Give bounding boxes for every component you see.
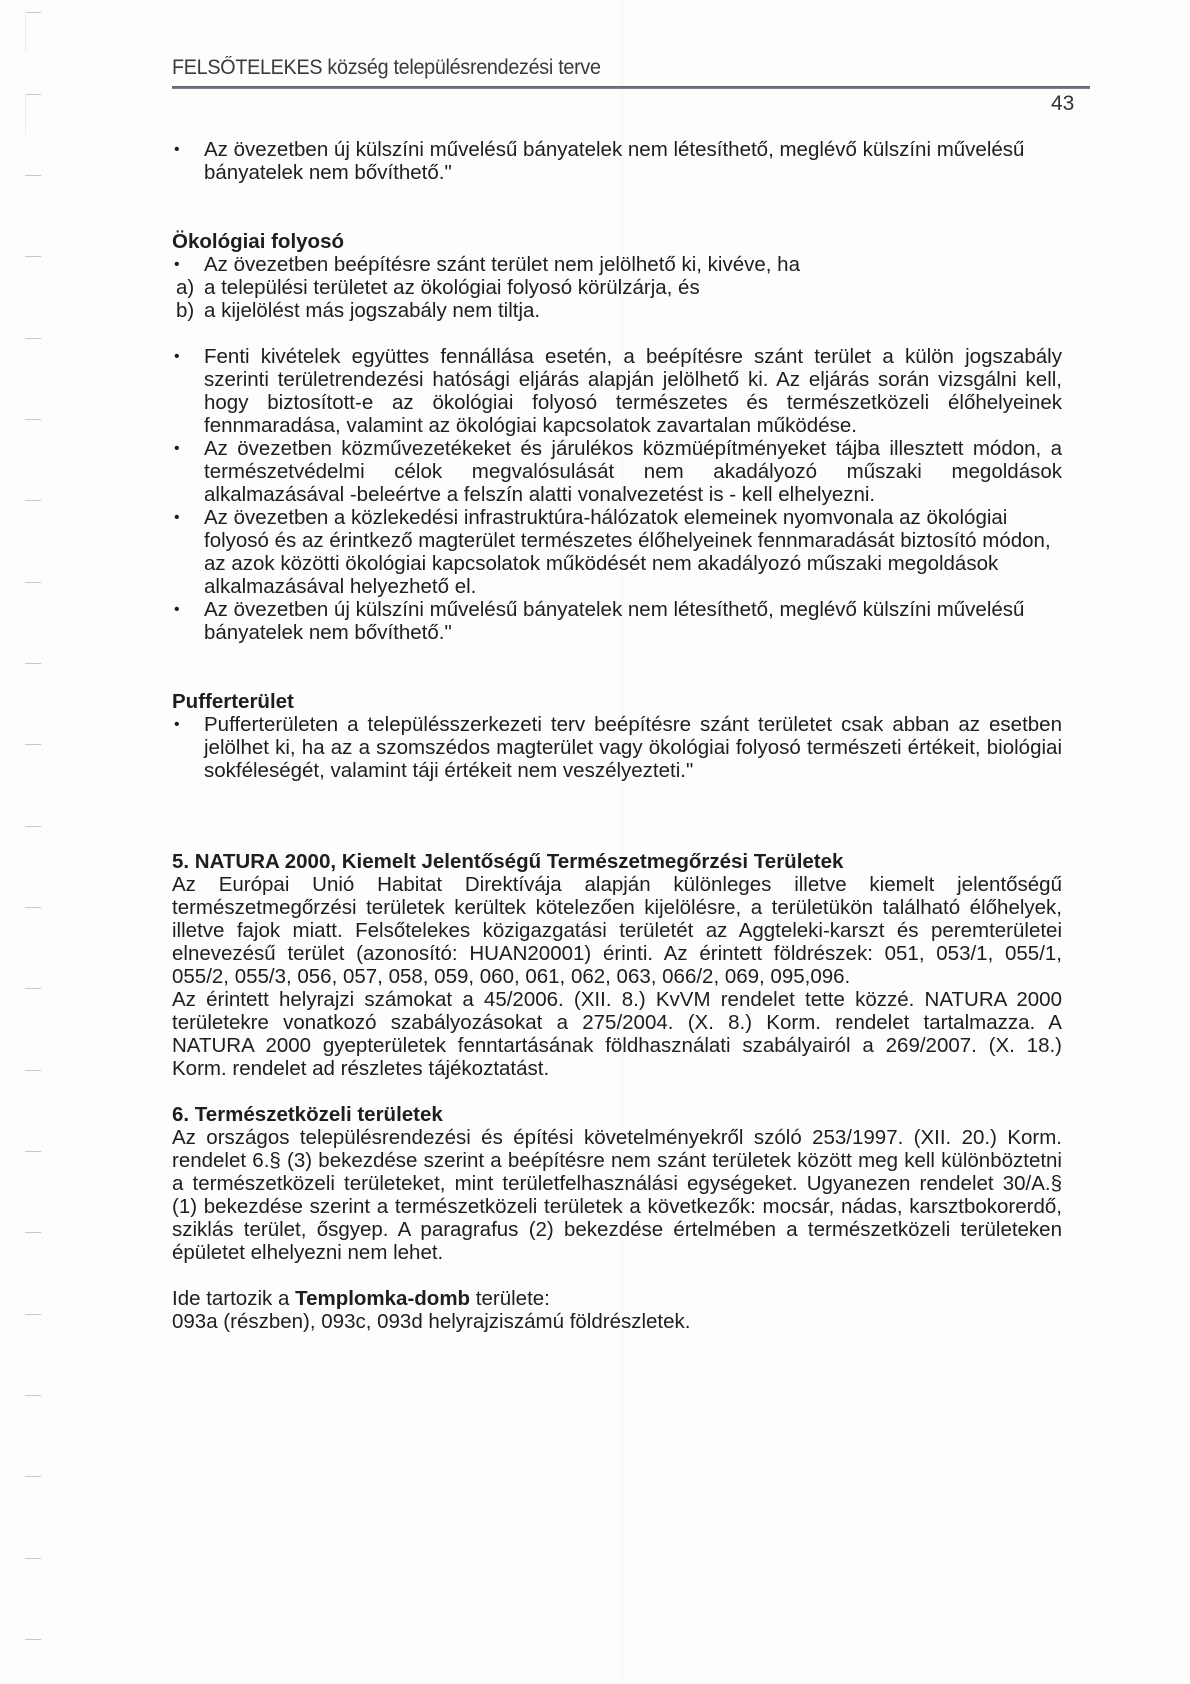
binder-mark <box>25 1476 41 1477</box>
templomka-line <box>172 1287 1062 1310</box>
parcel-list: 093a (részben), 093c, 093d helyrajziszámú földrészletek. <box>172 1310 691 1333</box>
paragraph: Az országos településrendezési és építési követelményekről szóló 253/1997. (XII. 20.) Korm. rendelet 6.§ (3) bekezdése szerint a beépítésre nem szánt területek között meg kell különböztetni a természetközeli területeket, mint területfelhasználási egységeket. Ugyanezen rendelet 30/A.§ (1) bekezdése szerint a természetközeli területek a következők: mocsár, nádas, karsztbokorerdő, sziklás terület, ősgyep. A paragrafus (2) bekezdése értelmében a természetközeli területeken épületet elhelyezni nem lehet. <box>172 1126 1062 1264</box>
binder-mark <box>25 826 41 827</box>
condition-text: a települési területet az ökológiai folyosó körülzárja, és <box>204 276 700 299</box>
condition-text: a kijelölést más jogszabály nem tiltja. <box>204 299 541 322</box>
paragraph: Az érintett helyrajzi számokat a 45/2006. (XII. 8.) KvVM rendelet tette közzé. NATURA 2000 területekre vonatkozó szabályozásokat a 275/2004. (X. 8.) Korm. rendelet tartalmazza. A NATURA 2000 gyepterületek fenntartásának földhasználati szabályairól a 269/2007. (X. 18.) Korm. rendelet ad részletes tájékoztatást. <box>172 988 1062 1080</box>
binder-mark <box>25 175 41 176</box>
binder-mark <box>25 338 41 339</box>
condition-item <box>172 299 1062 322</box>
binder-mark <box>25 1639 41 1640</box>
condition-item <box>172 276 1062 299</box>
binder-mark <box>25 12 26 52</box>
place-name: Templomka-domb <box>295 1287 471 1310</box>
binder-mark <box>25 1232 41 1233</box>
document-title: FELSŐTELEKES község településrendezési terve <box>172 56 601 79</box>
section-heading: 5. NATURA 2000, Kiemelt Jelentőségű Természetmegőrzési Területek <box>172 850 844 873</box>
binder-mark <box>25 256 41 257</box>
section-heading: 6. Természetközeli területek <box>172 1103 443 1126</box>
header-rule <box>172 86 1090 89</box>
page-number: 43 <box>1051 92 1075 115</box>
binder-mark <box>25 744 41 745</box>
text-span: Ide tartozik a <box>172 1287 296 1310</box>
binder-mark <box>25 1151 41 1152</box>
bullet-item: • Pufferterületen a településszerkezeti terv beépítésre szánt területet csak abban az esetben jelölhet ki, ha az a szomszédos magterület vagy ökológiai folyosó természeti értékeit, biológiai sokféleségét, valamint táji értékeit nem veszélyezteti." <box>172 713 1062 782</box>
condition-label: a) <box>176 276 195 299</box>
bullet-item: • Az övezetben a közlekedési infrastruktúra-hálózatok elemeinek nyomvonala az ökológiai folyosó és az érintkező magterület természetes élőhelyeinek fennmaradását biztosító módon, az azok közötti ökológiai kapcsolatok működését nem akadályozó műszaki megoldások alkalmazásával helyezhető el. <box>172 506 1062 598</box>
page-content <box>172 138 1062 1333</box>
binder-mark <box>25 1558 41 1559</box>
section-heading: Pufferterület <box>172 690 294 713</box>
section-termeszetkozeli <box>172 1103 1062 1333</box>
text-span: területe: <box>470 1287 550 1310</box>
condition-label: b) <box>176 299 195 322</box>
binder-mark <box>25 1314 41 1315</box>
binder-mark <box>25 419 41 420</box>
section-heading: Ökológiai folyosó <box>172 230 344 253</box>
bullet-item: • Az övezetben közművezetékeket és járulékos közmüépítményeket tájba illesztett módon, a természetvédelmi célok megvalósulását nem akadályozó műszaki megoldások alkalmazásával -beleértve a felszín alatti vonalvezetést is - kell elhelyezni. <box>172 437 1062 506</box>
binder-mark <box>25 663 41 664</box>
paragraph: Az Európai Unió Habitat Direktívája alapján különleges illetve kiemelt jelentőségű természetmegőrzési területek kerültek kötelezően kijelölésre, a területükön található élőhelyek, illetve fajok miatt. Felsőtelekes közigazgatási területét az Aggteleki-karszt és peremterületei elnevezésű terület (azonosító: HUAN20001) érinti. Az érintett földrészek: 051, 053/1, 055/1, 055/2, 055/3, 056, 057, 058, 059, 060, 061, 062, 063, 066/2, 069, 095,096. <box>172 873 1062 988</box>
section-pufferterulet <box>172 690 1062 782</box>
binder-mark <box>25 500 41 501</box>
bullet-item: • Az övezetben beépítésre szánt terület nem jelölhető ki, kivéve, ha <box>172 253 1062 276</box>
intro-bullet: • Az övezetben új külszíni művelésű bányatelek nem létesíthető, meglévő külszíni művelésű bányatelek nem bővíthető." <box>172 138 1062 184</box>
bullet-item: • Fenti kivételek együttes fennállása esetén, a beépítésre szánt terület a külön jogszabály szerinti területrendezési hatósági eljárás alapján jelölhető ki. Az eljárás során vizsgálni kell, hogy biztosított-e az ökológiai folyosó természetes és természetközeli élőhelyeinek fennmaradása, valamint az ökológiai kapcsolatok zavartalan működése. <box>172 345 1062 437</box>
binder-mark <box>25 1395 41 1396</box>
binder-mark <box>25 988 41 989</box>
binder-mark <box>25 94 26 134</box>
bullet-item: • Az övezetben új külszíni művelésű bányatelek nem létesíthető, meglévő külszíni művelésű bányatelek nem bővíthető." <box>172 598 1062 644</box>
binder-mark <box>25 582 41 583</box>
binder-mark <box>25 1070 41 1071</box>
page-header <box>172 56 1092 80</box>
section-natura-2000 <box>172 850 1062 1080</box>
section-okologiai-folyoso <box>172 230 1062 644</box>
binder-mark <box>25 94 41 95</box>
binder-mark <box>25 907 41 908</box>
binder-mark <box>25 12 41 13</box>
